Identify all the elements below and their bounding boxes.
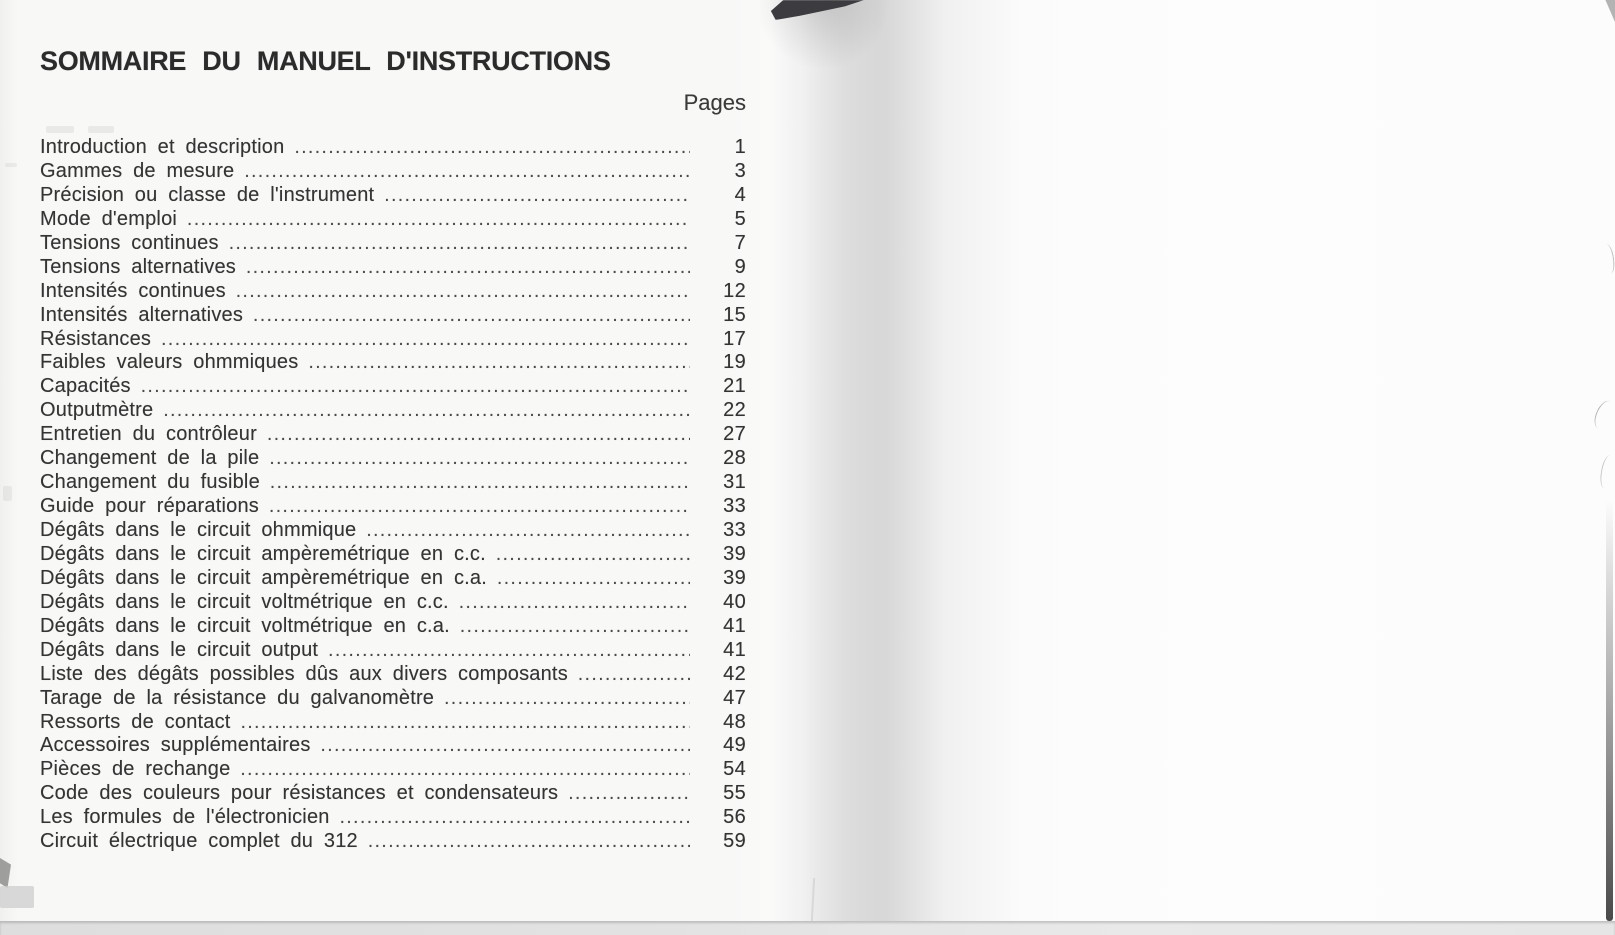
dot-leader [460, 616, 690, 638]
dot-leader [161, 329, 690, 351]
toc-entry-label: Entretien du contrôleur [40, 423, 257, 446]
toc-entry-label: Dégâts dans le circuit output [40, 638, 319, 661]
toc-entry-label: Dégâts dans le circuit voltmétrique en c.c. [40, 590, 449, 613]
toc-entry [40, 256, 746, 280]
dot-leader [246, 257, 690, 279]
dot-leader [340, 807, 690, 829]
dot-leader [328, 640, 690, 662]
dot-leader [241, 712, 690, 734]
toc-entry-page: 49 [723, 734, 746, 757]
toc-entry-page: 56 [723, 806, 746, 829]
dot-leader [321, 735, 690, 757]
toc-entry-page: 39 [723, 566, 746, 589]
toc-entry-label: Gammes de mesure [40, 159, 235, 182]
gutter-shadow [800, 0, 945, 921]
dot-leader [294, 137, 690, 159]
toc-entry-page: 33 [723, 519, 746, 541]
toc-entry-page: 15 [723, 303, 746, 326]
dot-leader [568, 783, 690, 805]
toc-entry-label: Changement du fusible [40, 471, 260, 494]
toc-entry [40, 375, 746, 399]
toc-entry [40, 136, 746, 160]
dot-leader [236, 281, 690, 303]
toc-entry-page: 1 [734, 136, 746, 158]
toc-entry [40, 519, 746, 543]
toc-entry-label: Guide pour réparations [40, 495, 259, 518]
toc-entry [40, 758, 746, 782]
toc-entry [40, 711, 746, 735]
toc-entry-page: 47 [723, 686, 746, 709]
toc-entry-label: Précision ou classe de l'instrument [40, 183, 375, 206]
scan-artifact [3, 486, 12, 501]
toc-entry [40, 591, 746, 615]
toc-entry-page: 33 [723, 495, 746, 518]
toc-entry-page: 19 [723, 351, 746, 374]
dot-leader [269, 496, 690, 518]
dot-leader [496, 544, 690, 566]
toc-entry-label: Dégâts dans le circuit ohmmique [40, 519, 357, 541]
toc-entry-page: 55 [723, 782, 746, 805]
toc-entry [40, 208, 746, 232]
toc-entry-label: Changement de la pile [40, 447, 260, 470]
scan-artifact [0, 886, 34, 908]
toc-entry-label: Résistances [40, 327, 152, 350]
toc-entry-page: 59 [723, 830, 746, 853]
toc-entry-label: Ressorts de contact [40, 710, 231, 733]
dot-leader [229, 233, 690, 255]
toc-entry [40, 615, 746, 639]
toc-entry-label: Faibles valeurs ohmmiques [40, 351, 299, 374]
toc-entry-label: Dégâts dans le circuit ampèremétrique en c.c. [40, 542, 486, 565]
toc-entry-label: Accessoires supplémentaires [40, 734, 311, 757]
toc-entry [40, 567, 746, 591]
toc-entry-page: 31 [723, 471, 746, 494]
toc-entry-label: Tensions alternatives [40, 255, 236, 278]
dot-leader [459, 592, 690, 614]
dot-leader [384, 185, 690, 207]
dot-leader [187, 209, 690, 231]
toc-entry-page: 21 [723, 375, 746, 398]
toc-entry [40, 734, 746, 758]
toc-entry-label: Dégâts dans le circuit ampèremétrique en c.a. [40, 566, 487, 589]
dot-leader [141, 376, 690, 398]
toc-entry-page: 39 [723, 542, 746, 565]
toc-entry [40, 399, 746, 423]
toc-entry [40, 663, 746, 687]
toc-entry-label: Outputmètre [40, 399, 154, 422]
toc-entry-label: Liste des dégâts possibles dûs aux divers composants [40, 662, 568, 685]
toc-entry [40, 687, 746, 711]
toc-entry [40, 447, 746, 471]
toc-entry [40, 495, 746, 519]
toc-entry-page: 41 [723, 614, 746, 637]
toc-entry-page: 28 [723, 447, 746, 470]
scan-artifact [5, 163, 17, 167]
toc-entry-label: Circuit électrique complet du 312 [40, 830, 358, 853]
toc-entry-page: 27 [723, 423, 746, 446]
toc-entry [40, 160, 746, 184]
toc-entry-page: 54 [723, 758, 746, 781]
toc-entry [40, 423, 746, 447]
toc-entry [40, 806, 746, 830]
toc-entry [40, 830, 746, 854]
toc-entry-page: 17 [723, 327, 746, 350]
toc-entry-page: 5 [734, 207, 746, 230]
toc-entry-label: Mode d'emploi [40, 207, 178, 230]
dot-leader [578, 664, 690, 686]
toc-entry-page: 40 [723, 590, 746, 613]
toc-entry-label: Intensités alternatives [40, 303, 244, 326]
toc-entry [40, 184, 746, 208]
page-right-edge [1606, 500, 1613, 921]
dot-leader [240, 759, 690, 781]
toc-entry-label: Introduction et description [40, 136, 285, 158]
toc-entry-label: Tarage de la résistance du galvanomètre [40, 686, 435, 709]
toc-entry-page: 48 [723, 710, 746, 733]
toc-entry-page: 3 [734, 159, 746, 182]
pages-column-header: Pages [683, 90, 746, 115]
toc-entry-page: 4 [734, 183, 746, 206]
toc-entry [40, 280, 746, 304]
dot-leader [444, 688, 690, 710]
dot-leader [270, 472, 690, 494]
toc-entry-label: Dégâts dans le circuit voltmétrique en c.a. [40, 614, 450, 637]
toc-entry-page: 22 [723, 399, 746, 422]
toc-entry [40, 543, 746, 567]
toc-entry-page: 12 [723, 279, 746, 302]
dot-leader [366, 520, 690, 542]
toc-entry [40, 328, 746, 352]
toc-list [40, 136, 746, 854]
dot-leader [163, 400, 690, 422]
dot-leader [368, 831, 690, 853]
table-of-contents [40, 46, 746, 854]
dot-leader [497, 568, 690, 590]
toc-entry-label: Capacités [40, 375, 131, 398]
toc-entry-page: 9 [734, 255, 746, 278]
dot-leader [253, 305, 690, 327]
dot-leader [267, 424, 690, 446]
toc-entry-label: Code des couleurs pour résistances et condensateurs [40, 782, 559, 805]
toc-entry [40, 782, 746, 806]
toc-entry [40, 471, 746, 495]
dot-leader [269, 448, 690, 470]
toc-entry-page: 7 [734, 231, 746, 254]
toc-entry-label: Pièces de rechange [40, 758, 231, 781]
toc-entry-label: Les formules de l'électronicien [40, 806, 330, 829]
dot-leader [244, 161, 690, 183]
toc-entry-page: 42 [723, 662, 746, 685]
toc-entry-label: Intensités continues [40, 279, 226, 302]
toc-entry [40, 351, 746, 375]
toc-entry [40, 639, 746, 663]
page-title: SOMMAIRE DU MANUEL D'INSTRUCTIONS [40, 46, 611, 76]
toc-entry-page: 41 [723, 638, 746, 661]
dot-leader [308, 352, 690, 374]
toc-entry-label: Tensions continues [40, 231, 219, 254]
toc-entry [40, 232, 746, 256]
toc-entry [40, 304, 746, 328]
page-bottom-edge [0, 921, 1615, 935]
